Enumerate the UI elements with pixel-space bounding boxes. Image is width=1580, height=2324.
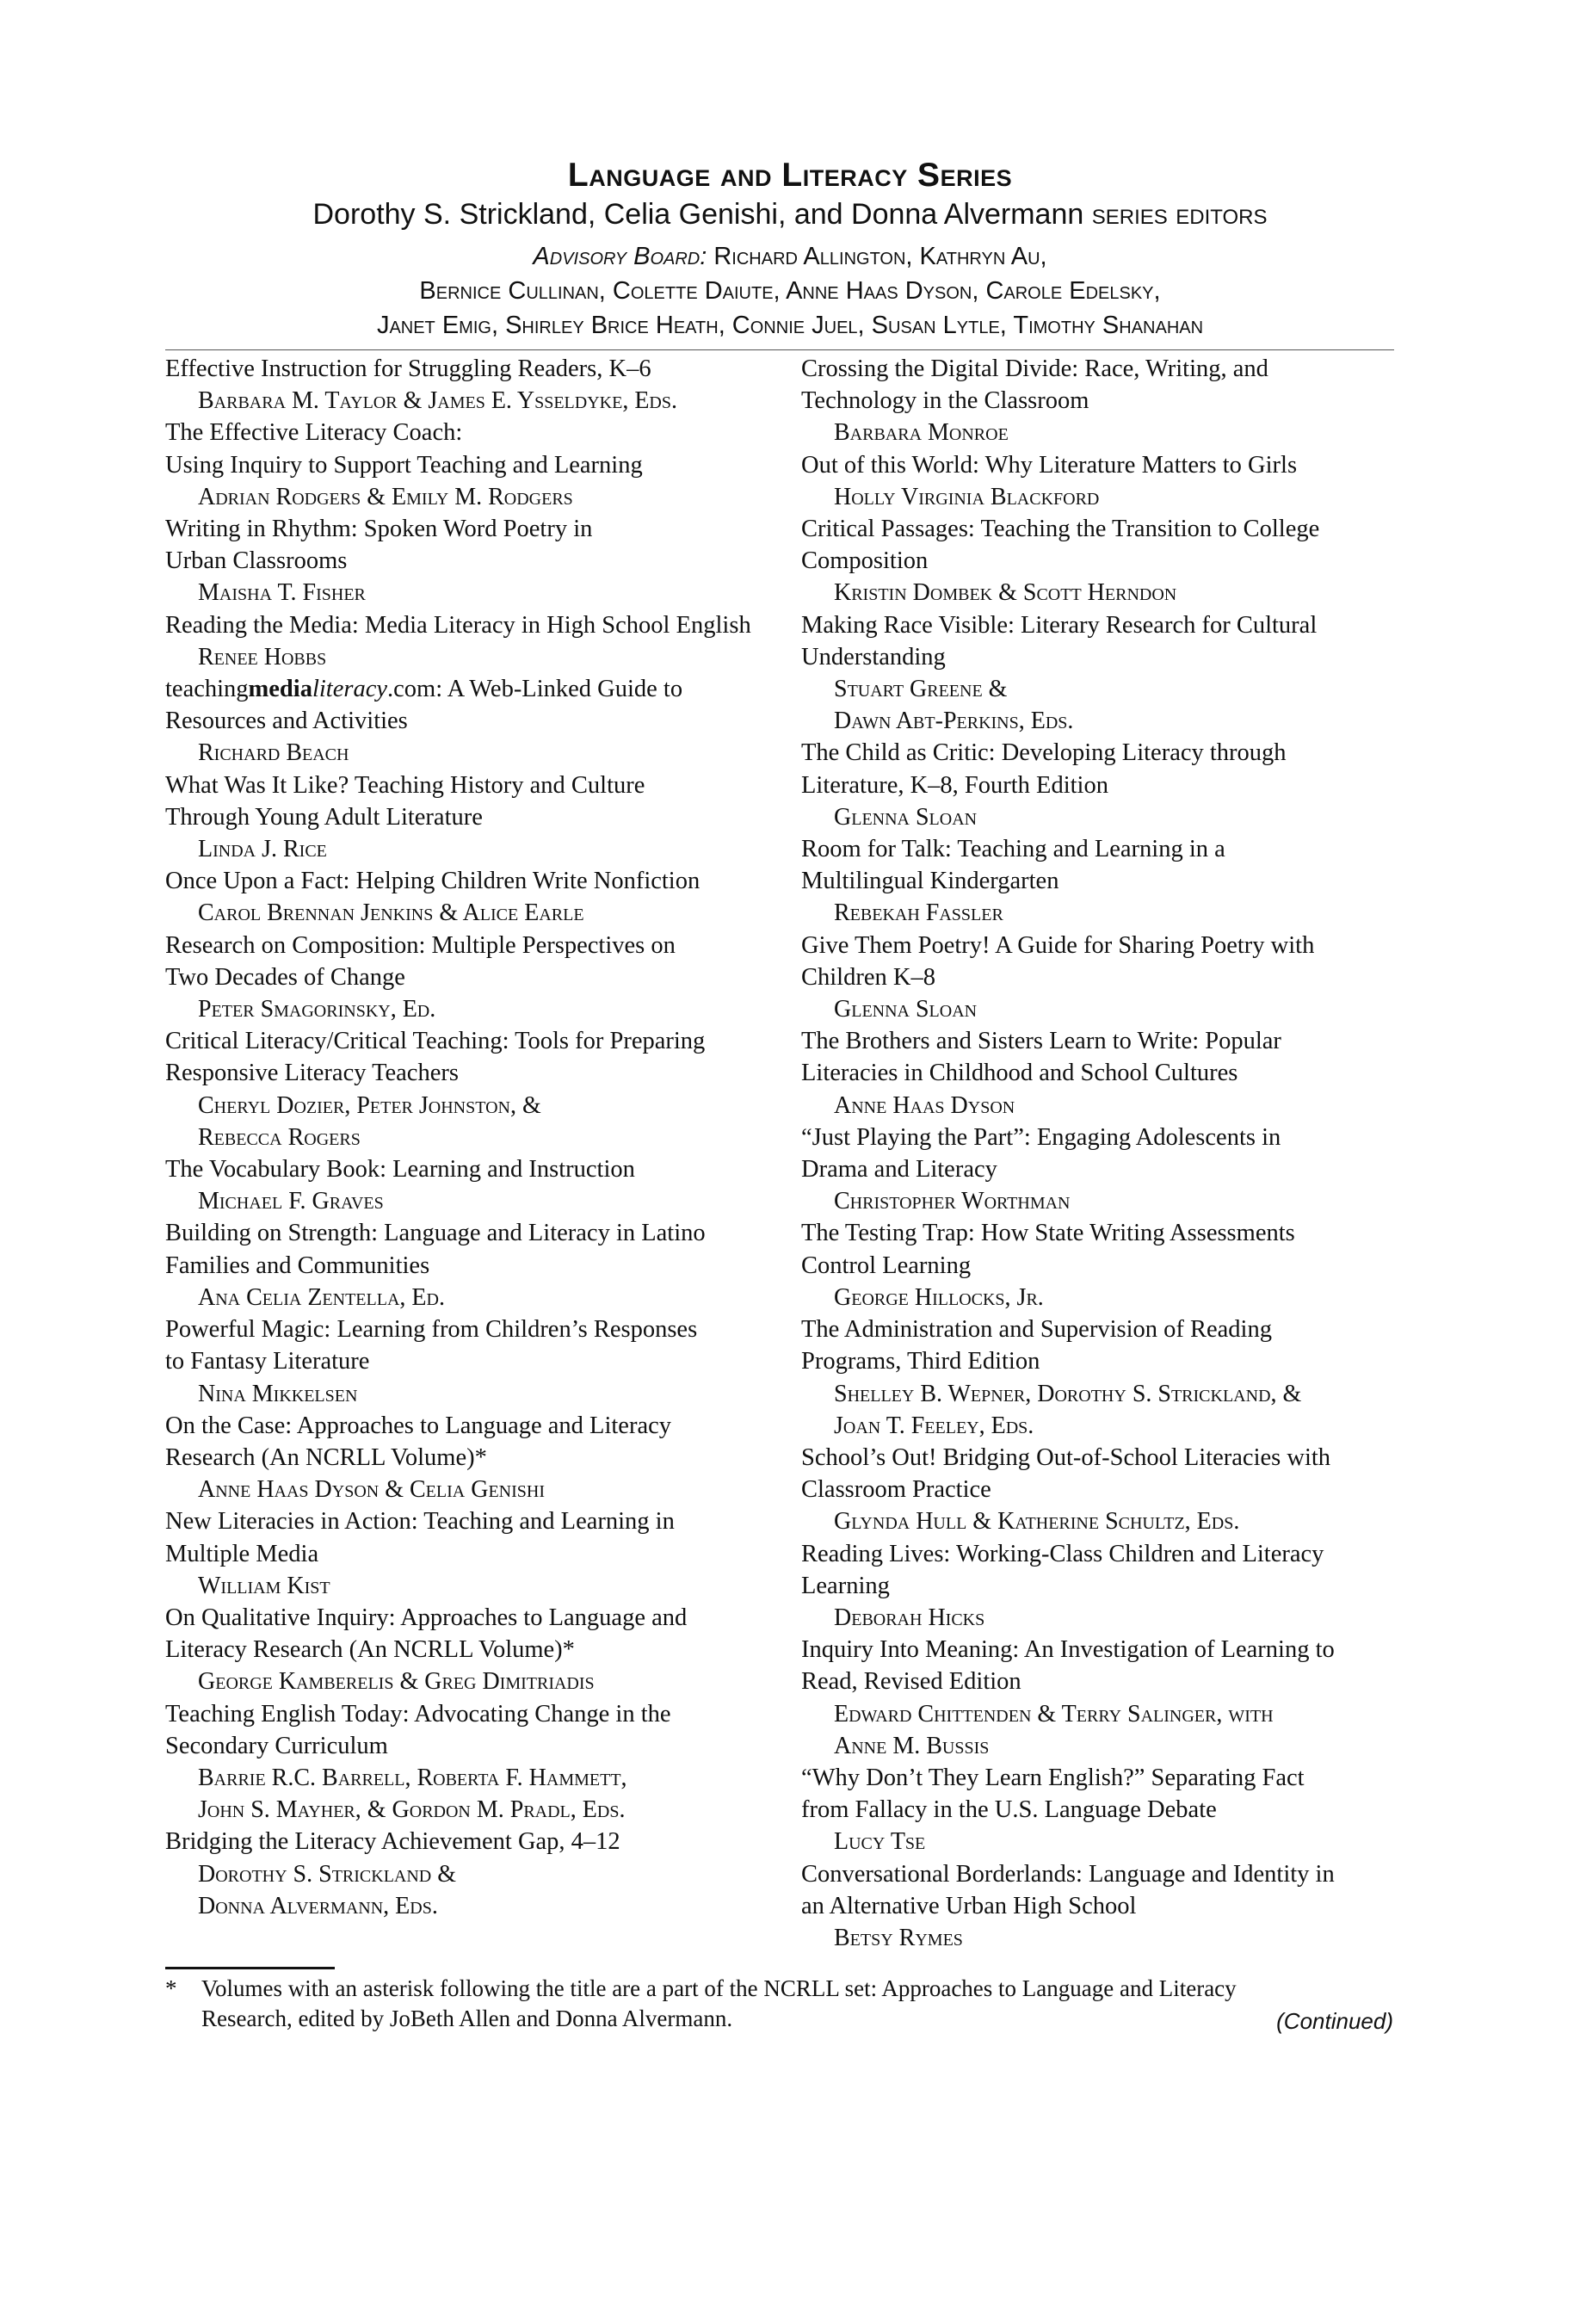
book-author-line: Anne M. Bussis <box>834 1732 990 1759</box>
title-part-italic: literacy <box>312 676 388 703</box>
book-entry <box>165 770 785 866</box>
book-title-line: Critical Literacy/Critical Teaching: Tools for Preparing <box>165 1028 706 1055</box>
book-entry <box>165 1410 785 1506</box>
book-author-line: Cheryl Dozier, Peter Johnston, & <box>198 1091 541 1119</box>
book-title-line: School’s Out! Bridging Out-of-School Literacies with <box>801 1443 1331 1471</box>
advisory-line-2: Bernice Cullinan, Colette Daiute, Anne Haas Dyson, Carole Edelsky, <box>419 277 1161 305</box>
book-author-line: Glynda Hull & Katherine Schultz, Eds. <box>834 1508 1240 1536</box>
book-author-line: Holly Virginia Blackford <box>834 483 1100 510</box>
book-author-line: Carol Brennan Jenkins & Alice Earle <box>198 899 584 927</box>
continued-label: (Continued) <box>1276 2008 1393 2034</box>
book-entry <box>801 353 1421 449</box>
book-title-line: Writing in Rhythm: Spoken Word Poetry in <box>165 516 593 543</box>
book-entry <box>801 513 1421 609</box>
book-title-line: Crossing the Digital Divide: Race, Writing, and <box>801 355 1268 382</box>
book-author-line: Nina Mikkelsen <box>198 1380 358 1407</box>
book-title-line: On Qualitative Inquiry: Approaches to Language and <box>165 1604 688 1631</box>
book-title-line: Classroom Practice <box>801 1476 991 1504</box>
book-title-line: Inquiry Into Meaning: An Investigation of Learning to <box>801 1636 1335 1664</box>
book-author-line: George Kamberelis & Greg Dimitriadis <box>198 1668 595 1696</box>
book-entry <box>801 1858 1421 1955</box>
advisory-names-1: Richard Allington, Kathryn Au, <box>713 243 1047 270</box>
book-author-line: Barbara Monroe <box>834 419 1009 447</box>
book-entry <box>801 1762 1421 1858</box>
book-title-line: to Fantasy Literature <box>165 1348 370 1375</box>
book-title-line: Resources and Activities <box>165 708 408 735</box>
series-title: Language and Literacy Series <box>567 157 1013 194</box>
header-divider <box>165 349 1394 350</box>
book-title-line: The Testing Trap: How State Writing Assessments <box>801 1220 1295 1247</box>
book-entry <box>165 513 785 609</box>
book-title-line: Bridging the Literacy Achievement Gap, 4–12 <box>165 1828 620 1856</box>
book-title-line: The Vocabulary Book: Learning and Instruction <box>165 1156 635 1184</box>
book-title-line <box>165 673 785 705</box>
book-title-line: Literacies in Childhood and School Cultures <box>801 1060 1238 1087</box>
book-title-line: New Literacies in Action: Teaching and Learning in <box>165 1508 675 1536</box>
book-title-line: Effective Instruction for Struggling Readers, K–6 <box>165 355 651 382</box>
book-title-line: Once Upon a Fact: Helping Children Write Nonfiction <box>165 868 701 895</box>
book-title-line: Powerful Magic: Learning from Children’s Responses <box>165 1316 698 1344</box>
book-title-line: Room for Talk: Teaching and Learning in a <box>801 836 1225 863</box>
footnote-line-2: Research, edited by JoBeth Allen and Donna Alvermann. <box>201 2006 733 2031</box>
book-entry <box>801 1538 1421 1635</box>
book-author-line: Michael F. Graves <box>198 1188 384 1215</box>
book-title-line: Building on Strength: Language and Literacy in Latino <box>165 1220 706 1247</box>
book-title-line: Out of this World: Why Literature Matters to Girls <box>801 451 1298 479</box>
book-entry <box>165 1826 785 1922</box>
book-title-line: Read, Revised Edition <box>801 1668 1021 1696</box>
book-title-line: “Why Don’t They Learn English?” Separating Fact <box>801 1764 1305 1791</box>
book-author-line: Joan T. Feeley, Eds. <box>834 1412 1034 1439</box>
book-title-line: Two Decades of Change <box>165 963 405 991</box>
book-entry <box>801 1313 1421 1442</box>
book-entry <box>165 865 785 929</box>
book-title-line: Research on Composition: Multiple Perspectives on <box>165 931 676 959</box>
book-title-line: an Alternative Urban High School <box>801 1892 1137 1919</box>
editors-names: Dorothy S. Strickland, Celia Genishi, and Donna Alvermann <box>312 198 1084 231</box>
book-title-line: Secondary Curriculum <box>165 1732 388 1759</box>
book-author-line: Peter Smagorinsky, Ed. <box>198 996 436 1023</box>
book-title-line: from Fallacy in the U.S. Language Debate <box>801 1796 1217 1824</box>
book-author-line: Rebecca Rogers <box>198 1123 361 1151</box>
book-author-line: Edward Chittenden & Terry Salinger, with <box>834 1700 1274 1728</box>
book-entry <box>801 609 1421 738</box>
book-author-line: Betsy Rymes <box>834 1924 963 1951</box>
book-entry <box>801 1025 1421 1122</box>
book-author-line: Lucy Tse <box>834 1828 926 1856</box>
book-title-line: Teaching English Today: Advocating Change in the <box>165 1700 671 1728</box>
book-entry <box>165 1505 785 1602</box>
book-entry <box>801 1442 1421 1538</box>
book-title-line: Children K–8 <box>801 963 935 991</box>
book-entry <box>801 930 1421 1026</box>
book-entry <box>801 737 1421 833</box>
title-part: .com: A Web-Linked Guide to <box>387 676 683 703</box>
book-author-line: Adrian Rodgers & Emily M. Rodgers <box>198 483 573 510</box>
book-title-line: Through Young Adult Literature <box>165 803 483 831</box>
book-title-line: Multiple Media <box>165 1540 319 1567</box>
book-title-line: Learning <box>801 1572 890 1599</box>
book-title-line: The Child as Critic: Developing Literacy through <box>801 739 1287 767</box>
book-title-line: Control Learning <box>801 1252 972 1279</box>
book-title-line: Technology in the Classroom <box>801 387 1089 415</box>
book-title-line: “Just Playing the Part”: Engaging Adolescents in <box>801 1123 1281 1151</box>
book-title-line: Composition <box>801 547 929 575</box>
book-entry <box>165 1217 785 1313</box>
book-author-line: Maisha T. Fisher <box>198 579 366 607</box>
book-author-line: Anne Haas Dyson & Celia Genishi <box>198 1476 545 1504</box>
book-author-line: Shelley B. Wepner, Dorothy S. Strickland, & <box>834 1380 1302 1407</box>
book-entry <box>165 1313 785 1410</box>
book-title-line: On the Case: Approaches to Language and Literacy <box>165 1412 671 1439</box>
book-author-line: Barbara M. Taylor & James E. Ysseldyke, Eds. <box>198 387 677 415</box>
advisory-label: Advisory Board: <box>533 243 707 270</box>
book-entry <box>801 1122 1421 1218</box>
book-entry <box>801 1634 1421 1762</box>
book-author-line: Barrie R.C. Barrell, Roberta F. Hammett, <box>198 1764 627 1791</box>
book-title-line: Using Inquiry to Support Teaching and Learning <box>165 451 643 479</box>
book-author-line: Anne Haas Dyson <box>834 1091 1015 1119</box>
book-title-line: Give Them Poetry! A Guide for Sharing Poetry with <box>801 931 1315 959</box>
book-entry <box>801 833 1421 930</box>
book-title-line: Literacy Research (An NCRLL Volume)* <box>165 1636 575 1664</box>
book-author-line: Christopher Worthman <box>834 1188 1071 1215</box>
book-title-line: Understanding <box>801 643 946 671</box>
footnote-mark: * <box>165 1975 177 2001</box>
title-part: teaching <box>165 676 249 703</box>
book-title-line: What Was It Like? Teaching History and Culture <box>165 771 645 799</box>
book-title-line: Families and Communities <box>165 1252 430 1279</box>
book-entry <box>801 449 1421 513</box>
book-author-line: Glenna Sloan <box>834 803 978 831</box>
book-author-line: Donna Alvermann, Eds. <box>198 1892 438 1919</box>
book-entry <box>165 1602 785 1698</box>
book-entry <box>165 930 785 1026</box>
series-editors <box>0 198 1580 232</box>
book-title-line: Literature, K–8, Fourth Edition <box>801 771 1108 799</box>
book-title-line: Making Race Visible: Literary Research for Cultural <box>801 611 1318 639</box>
book-title-line: Responsive Literacy Teachers <box>165 1060 459 1087</box>
book-title-line: Drama and Literacy <box>801 1156 997 1184</box>
book-title-line: Research (An NCRLL Volume)* <box>165 1443 487 1471</box>
book-title-line: Urban Classrooms <box>165 547 348 575</box>
left-column <box>165 353 785 1922</box>
book-author-line: William Kist <box>198 1572 330 1599</box>
footnote-line-1: Volumes with an asterisk following the title are a part of the NCRLL set: Approaches to Language and Literacy <box>201 1975 1237 2001</box>
book-author-line: John S. Mayher, & Gordon M. Pradl, Eds. <box>198 1796 626 1824</box>
book-title-line: Reading the Media: Media Literacy in High School English <box>165 611 751 639</box>
book-entry <box>165 1025 785 1153</box>
book-entry <box>165 417 785 513</box>
book-title-line: The Brothers and Sisters Learn to Write: Popular <box>801 1028 1281 1055</box>
book-author-line: Linda J. Rice <box>198 836 327 863</box>
book-title-line: Reading Lives: Working-Class Children and Literacy <box>801 1540 1324 1567</box>
book-title-line: Multilingual Kindergarten <box>801 868 1059 895</box>
book-author-line: George Hillocks, Jr. <box>834 1283 1044 1311</box>
book-author-line: Richard Beach <box>198 739 349 767</box>
book-author-line: Ana Celia Zentella, Ed. <box>198 1283 445 1311</box>
advisory-line-1 <box>0 239 1580 274</box>
book-title-line: Programs, Third Edition <box>801 1348 1040 1375</box>
book-author-line: Dawn Abt-Perkins, Eds. <box>834 708 1074 735</box>
right-column <box>801 353 1421 1954</box>
editors-role: series editors <box>1091 198 1268 231</box>
advisory-line-3: Janet Emig, Shirley Brice Heath, Connie Juel, Susan Lytle, Timothy Shanahan <box>376 312 1204 339</box>
book-title-line: Conversational Borderlands: Language and Identity in <box>801 1860 1335 1888</box>
footnote-rule <box>165 1967 335 1969</box>
title-part-bold: media <box>248 676 312 703</box>
book-title-line: Critical Passages: Teaching the Transition to College <box>801 516 1320 543</box>
book-entry <box>165 1153 785 1217</box>
book-author-line: Deborah Hicks <box>834 1604 985 1631</box>
book-author-line: Renee Hobbs <box>198 643 327 671</box>
book-author-line: Stuart Greene & <box>834 676 1008 703</box>
book-entry <box>165 1698 785 1826</box>
book-author-line: Rebekah Fassler <box>834 899 1003 927</box>
book-author-line: Glenna Sloan <box>834 996 978 1023</box>
book-author-line: Dorothy S. Strickland & <box>198 1860 457 1888</box>
advisory-board <box>0 239 1580 343</box>
book-author-line: Kristin Dombek & Scott Herndon <box>834 579 1177 607</box>
book-entry <box>801 1217 1421 1313</box>
book-title-line: The Effective Literacy Coach: <box>165 419 463 447</box>
footnote <box>165 1974 1404 2034</box>
book-entry <box>165 673 785 770</box>
book-title-line: The Administration and Supervision of Reading <box>801 1316 1272 1344</box>
book-entry <box>165 609 785 673</box>
book-entry <box>165 353 785 417</box>
